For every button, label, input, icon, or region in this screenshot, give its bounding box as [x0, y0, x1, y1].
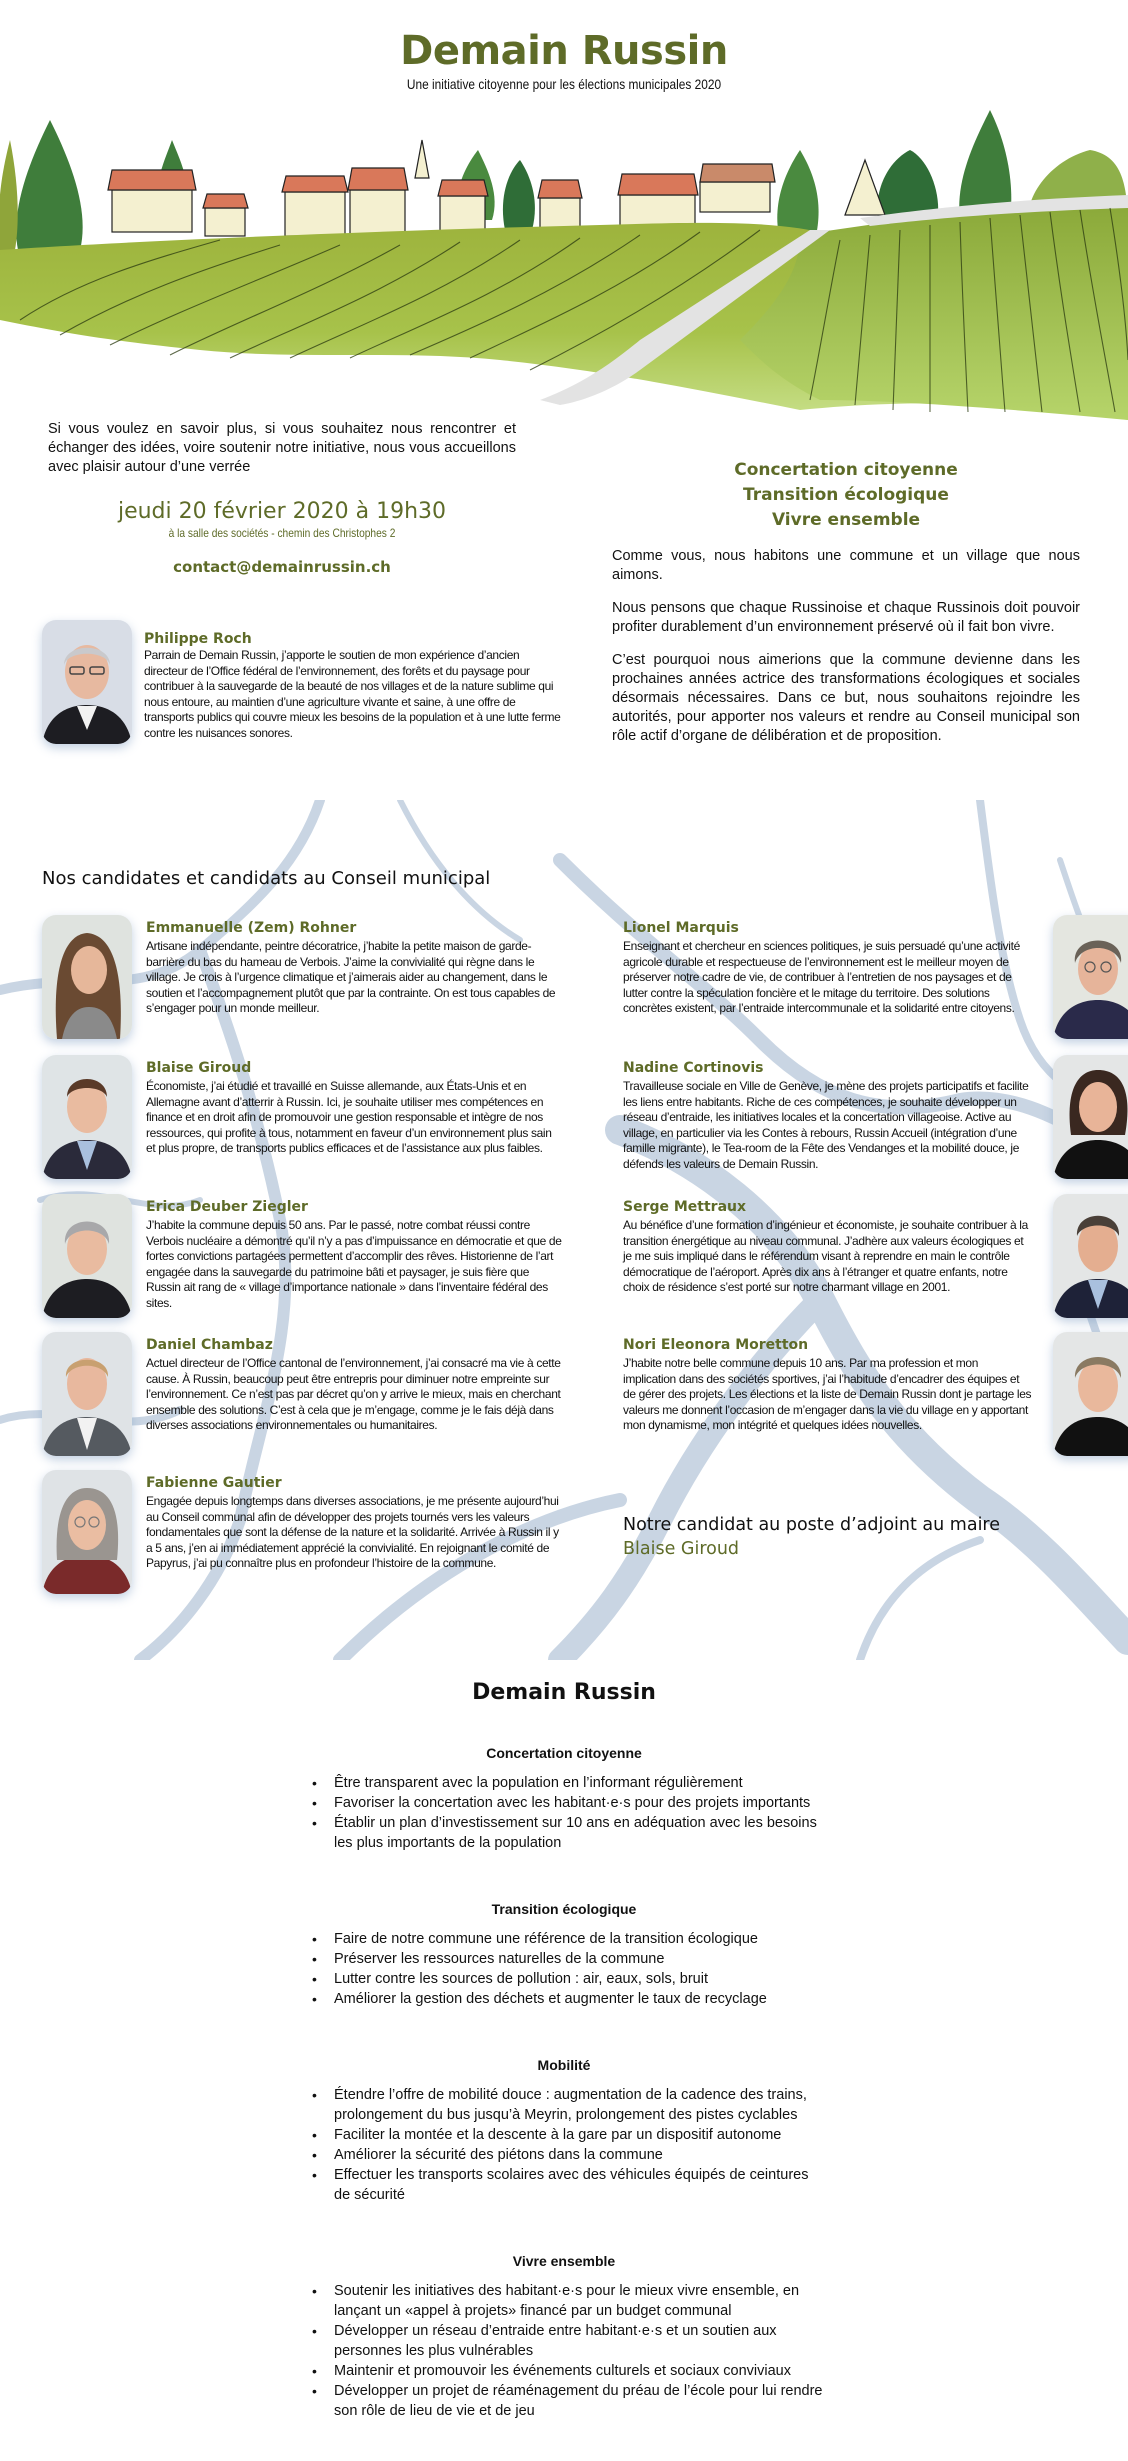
- sponsor-bio: Parrain de Demain Russin, j’apporte le soutien de mon expérience d’ancien directeur de l’Office fédéral de l’environnement, des forêts et du paysage pour contribuer à la sauvegarde de la beauté de nos villages et de la nature sublime qui nous entoure, au maintien d’une agriculture vivante et saine, à une offre de transports publics qui couvre mieux les besoins de la population et à une lutte ferme contre les nuisances sonores.: [144, 648, 561, 740]
- candidate-bio: Actuel directeur de l’Office cantonal de l’environnement, j’ai consacré ma vie à cette cause. À Russin, beaucoup peut être entrepris pour diminuer notre empreinte sur l’environnement. Ce n’est pas par décret qu’on y arrive le mieux, mais en cherchant ensemble des solutions. C’est à cela que je m’engage, comme je le fais déjà dans diverses associations environnementales ou humanitaires.: [146, 1356, 561, 1432]
- invitation-text: Si vous voulez en savoir plus, si vous souhaitez nous rencontrer et échanger des idées, voire soutenir notre initiative, nous vous accueillons avec plaisir autour d’une verrée: [48, 421, 516, 475]
- portrait-image: [42, 1470, 132, 1594]
- list-item: • Préserver les ressources naturelles de la commune: [304, 1949, 824, 1969]
- candidate-card: [623, 1194, 1128, 1324]
- deputy-name: Blaise Giroud: [623, 1539, 740, 1559]
- candidate-photo: [42, 1194, 132, 1318]
- portrait-image: [42, 1194, 132, 1318]
- list-item: • Effectuer les transports scolaires avec des véhicules équipés de ceintures de sécurité: [304, 2165, 824, 2205]
- site-subtitle: Une initiative citoyenne pour les élections municipales 2020: [406, 76, 722, 92]
- mission-text: [612, 547, 1080, 746]
- candidate-name: Daniel Chambaz: [146, 1337, 273, 1353]
- candidate-photo: [42, 1332, 132, 1456]
- candidate-card: [42, 1194, 562, 1324]
- portrait-image: [42, 1055, 132, 1179]
- candidate-bio: J’habite notre belle commune depuis 10 ans. Par ma profession et mon implication dans des sociétés sportives, j’ai l’habitude d’encadrer des équipes et de gérer des projets. Les élections et la liste de Demain Russin dont je partage les valeurs me donnent l’occasion de m’engager dans la vie du village en y apportant mon dynamisme, mon intégrité et quelques idées nouvelles.: [623, 1356, 1032, 1432]
- candidate-name: Serge Mettraux: [623, 1199, 747, 1215]
- portrait-image: [42, 620, 132, 744]
- candidate-card: [42, 1332, 562, 1462]
- candidate-photo: [1053, 1332, 1128, 1456]
- list-item: • Développer un réseau d’entraide entre habitant·e·s et un soutien aux personnes les plus vulnérables: [304, 2321, 824, 2361]
- mission-paragraph: C’est pourquoi nous aimerions que la commune devienne dans les prochaines années actrice des transformations écologiques et sociales désormais nécessaires. Dans ce but, nous souhaitons rejoindre les autorités, pour apporter nos valeurs et rendre au Conseil municipal son rôle actif d’organe de délibération et de proposition.: [612, 652, 1080, 744]
- contact-email-link[interactable]: contact@demainrussin.ch: [173, 558, 391, 576]
- sponsor-name: Philippe Roch: [144, 631, 252, 647]
- section-title: Concertation citoyenne: [486, 1745, 642, 1761]
- portrait-image: [1053, 1194, 1128, 1318]
- bullet-list: [304, 1929, 824, 2009]
- pillar-transition: Transition écologique: [743, 485, 949, 505]
- list-item: • Étendre l’offre de mobilité douce : augmentation de la cadence des trains, prolongement du bus jusqu’à Meyrin, prolongement des pistes cyclables: [304, 2085, 824, 2125]
- candidate-text: [146, 1474, 562, 1572]
- candidate-photo: [1053, 915, 1128, 1039]
- section-title: Vivre ensemble: [512, 2253, 616, 2269]
- candidate-text: [623, 1059, 1033, 1172]
- sponsor-text: [144, 630, 564, 741]
- program-vivre-ensemble: [304, 2253, 824, 2421]
- vineyard-village-illustration: [0, 100, 1128, 420]
- list-item: • Maintenir et promouvoir les événements culturels et sociaux conviviaux: [304, 2361, 824, 2381]
- section-title: Mobilité: [537, 2057, 591, 2073]
- candidate-card: [42, 915, 562, 1045]
- portrait-image: [1053, 1332, 1128, 1456]
- event-date: jeudi 20 février 2020 à 19h30: [117, 499, 447, 524]
- portrait-image: [42, 915, 132, 1039]
- candidate-name: Lionel Marquis: [623, 920, 739, 936]
- portrait-image: [42, 1332, 132, 1456]
- program-title: Demain Russin: [472, 1680, 656, 1705]
- list-item: • Établir un plan d’investissement sur 10 ans en adéquation avec les besoins les plus importants de la population: [304, 1813, 824, 1853]
- candidates-heading: Nos candidates et candidats au Conseil municipal: [42, 868, 491, 889]
- list-item: • Favoriser la concertation avec les habitant·e·s pour des projets importants: [304, 1793, 824, 1813]
- deputy-label: Notre candidat au poste d’adjoint au maire: [623, 1515, 1001, 1535]
- candidate-text: [146, 1059, 562, 1157]
- list-item: • Développer un projet de réaménagement du préau de l’école pour lui rendre son rôle de lieu de vie et de jeu: [304, 2381, 824, 2421]
- candidate-bio: Enseignant et chercheur en sciences politiques, je suis persuadé qu’une activité agricole durable et respectueuse de l’environnement est le meilleur moyen de préserver notre cadre de vie, de contribuer à l’entretien de nos paysages et de lutter contre la spéculation foncière et le mitage du territoire. Des solutions concrètes existent, par l’entraide intercommunale et la solidarité entre citoyens.: [623, 939, 1020, 1015]
- list-item: • Améliorer la sécurité des piétons dans la commune: [304, 2145, 824, 2165]
- candidate-name: Fabienne Gautier: [146, 1475, 282, 1491]
- candidate-bio: Travailleuse sociale en Ville de Genève, je mène des projets participatifs et facilite les liens entre habitants. Riche de ces compétences, je souhaite développer un réseau d’entraide, les initiatives locales et la concertation villageoise. Active au village, en particulier via les Contes à rebours, Russin Accueil (intégration d’une famille migrante), le Tea-room de la Fête des Vendanges et la mobilité douce, je défends les valeurs de Demain Russin.: [623, 1079, 1029, 1171]
- candidate-photo: [42, 1055, 132, 1179]
- program-mobilite: [304, 2057, 824, 2205]
- candidate-bio: Au bénéfice d’une formation d’ingénieur et économiste, je souhaite contribuer à la transition énergétique au niveau communal. J’adhère aux valeurs écologiques et je me suis impliqué dans le référendum visant à reprendre en main le contrôle démocratique de l’aéroport. Après dix ans à l’étranger et quatre enfants, notre choix de résidence s’est porté sur notre charmant village en 2001.: [623, 1218, 1028, 1294]
- candidate-photo: [42, 1470, 132, 1594]
- candidate-photo: [1053, 1194, 1128, 1318]
- list-item: • Soutenir les initiatives des habitant·e·s pour le mieux vivre ensemble, en lançant un «appel à projets» financé par un budget communal: [304, 2281, 824, 2321]
- pillar-concertation: Concertation citoyenne: [734, 460, 958, 480]
- candidate-text: [623, 1198, 1033, 1296]
- candidate-card: [623, 915, 1128, 1045]
- program-transition: [304, 1901, 824, 2009]
- candidate-name: Nori Eleonora Moretton: [623, 1337, 809, 1353]
- candidate-text: [146, 919, 562, 1017]
- candidate-text: [623, 919, 1033, 1017]
- candidate-name: Emmanuelle (Zem) Rohner: [146, 920, 357, 936]
- landscape-image: [0, 100, 1128, 420]
- candidate-name: Blaise Giroud: [146, 1060, 252, 1076]
- candidate-bio: Engagée depuis longtemps dans diverses associations, je me présente aujourd’hui au Conseil communal afin de développer des projets tournés vers les valeurs fondamentales que sont la défense de la nature et la solidarité. Arrivée à Russin il y a 5 ans, j’en ai immédiatement apprécié la convivialité. En rejoignant le comité de Papyrus, j’ai pu connaître plus en profondeur l’histoire de la commune.: [146, 1494, 559, 1570]
- portrait-image: [1053, 915, 1128, 1039]
- bullet-list: [304, 1773, 824, 1853]
- bullet-list: [304, 2281, 824, 2421]
- list-item: • Lutter contre les sources de pollution : air, eaux, sols, bruit: [304, 1969, 824, 1989]
- candidate-bio: Artisane indépendante, peintre décoratrice, j’habite la petite maison de garde-barrière du bas du hameau de Verbois. J’aime la convivialité qui règne dans le village. Je crois à l’urgence climatique et j’aimerais aider au changement, dans le soutien et l’accompagnement plutôt que par la contrainte. On est tous capables de s’engager pour un monde meilleur.: [146, 939, 556, 1015]
- mission-paragraph: Nous pensons que chaque Russinoise et chaque Russinois doit pouvoir profiter durablement d’un environnement préservé où il fait bon vivre.: [612, 600, 1080, 635]
- program-concertation: [304, 1745, 824, 1853]
- deputy-mayor-candidate: [623, 1513, 1000, 1561]
- section-title: Transition écologique: [491, 1901, 637, 1917]
- list-item: • Être transparent avec la population en l’informant régulièrement: [304, 1773, 824, 1793]
- program-section: [0, 1660, 1128, 2461]
- bullet-list: [304, 2085, 824, 2205]
- candidate-bio: Économiste, j’ai étudié et travaillé en Suisse allemande, aux États-Unis et en Allemagne avant d’atterrir à Russin. Ici, je souhaite utiliser mes compétences en finance et en droit afin de promouvoir une gestion responsable et intègre de nos ressources, qui profite à tous, notamment en faveur d’un environnement plus sain et plus propre, de transports publics efficaces et de l’assistance aux plus faibles.: [146, 1079, 552, 1155]
- candidate-card: [42, 1055, 562, 1185]
- event-place: à la salle des sociétés - chemin des Christophes 2: [168, 526, 396, 540]
- mission-block: [612, 420, 1080, 746]
- candidate-card: [623, 1055, 1128, 1185]
- pillars-list: [612, 458, 1080, 533]
- list-item: • Faire de notre commune une référence de la transition écologique: [304, 1929, 824, 1949]
- candidate-name: Nadine Cortinovis: [623, 1060, 764, 1076]
- candidate-bio: J’habite la commune depuis 50 ans. Par le passé, notre combat réussi contre Verbois nucléaire a démontré qu’il n’y a pas d’impuissance en démocratie et que de fortes convictions partagées permettent d’accomplir des rêves. Historienne de l’art engagée dans la sauvegarde du patrimoine bâti et paysager, je suis fière que Russin ait rang de « village d’importance nationale » dans l’inventaire fédéral des sites.: [146, 1218, 562, 1310]
- site-title: Demain Russin: [400, 28, 728, 74]
- candidates-section: [0, 800, 1128, 1660]
- intro-section: [0, 420, 1128, 800]
- candidate-text: [623, 1336, 1033, 1434]
- sponsor-card: [40, 620, 560, 750]
- mission-paragraph: Comme vous, nous habitons une commune et un village que nous aimons.: [612, 548, 1080, 583]
- candidate-text: [146, 1198, 562, 1311]
- sponsor-photo: [42, 620, 132, 744]
- invitation-block: [48, 420, 516, 576]
- list-item: • Faciliter la montée et la descente à la gare par un dispositif autonome: [304, 2125, 824, 2145]
- candidate-photo: [42, 915, 132, 1039]
- candidate-photo: [1053, 1055, 1128, 1179]
- candidate-name: Erica Deuber Ziegler: [146, 1199, 308, 1215]
- page-header: [0, 0, 1128, 100]
- pillar-vivre-ensemble: Vivre ensemble: [771, 510, 921, 530]
- list-item: • Améliorer la gestion des déchets et augmenter le taux de recyclage: [304, 1989, 824, 2009]
- candidate-card: [623, 1332, 1128, 1462]
- portrait-image: [1053, 1055, 1128, 1179]
- candidate-text: [146, 1336, 562, 1434]
- candidate-card: [42, 1470, 562, 1600]
